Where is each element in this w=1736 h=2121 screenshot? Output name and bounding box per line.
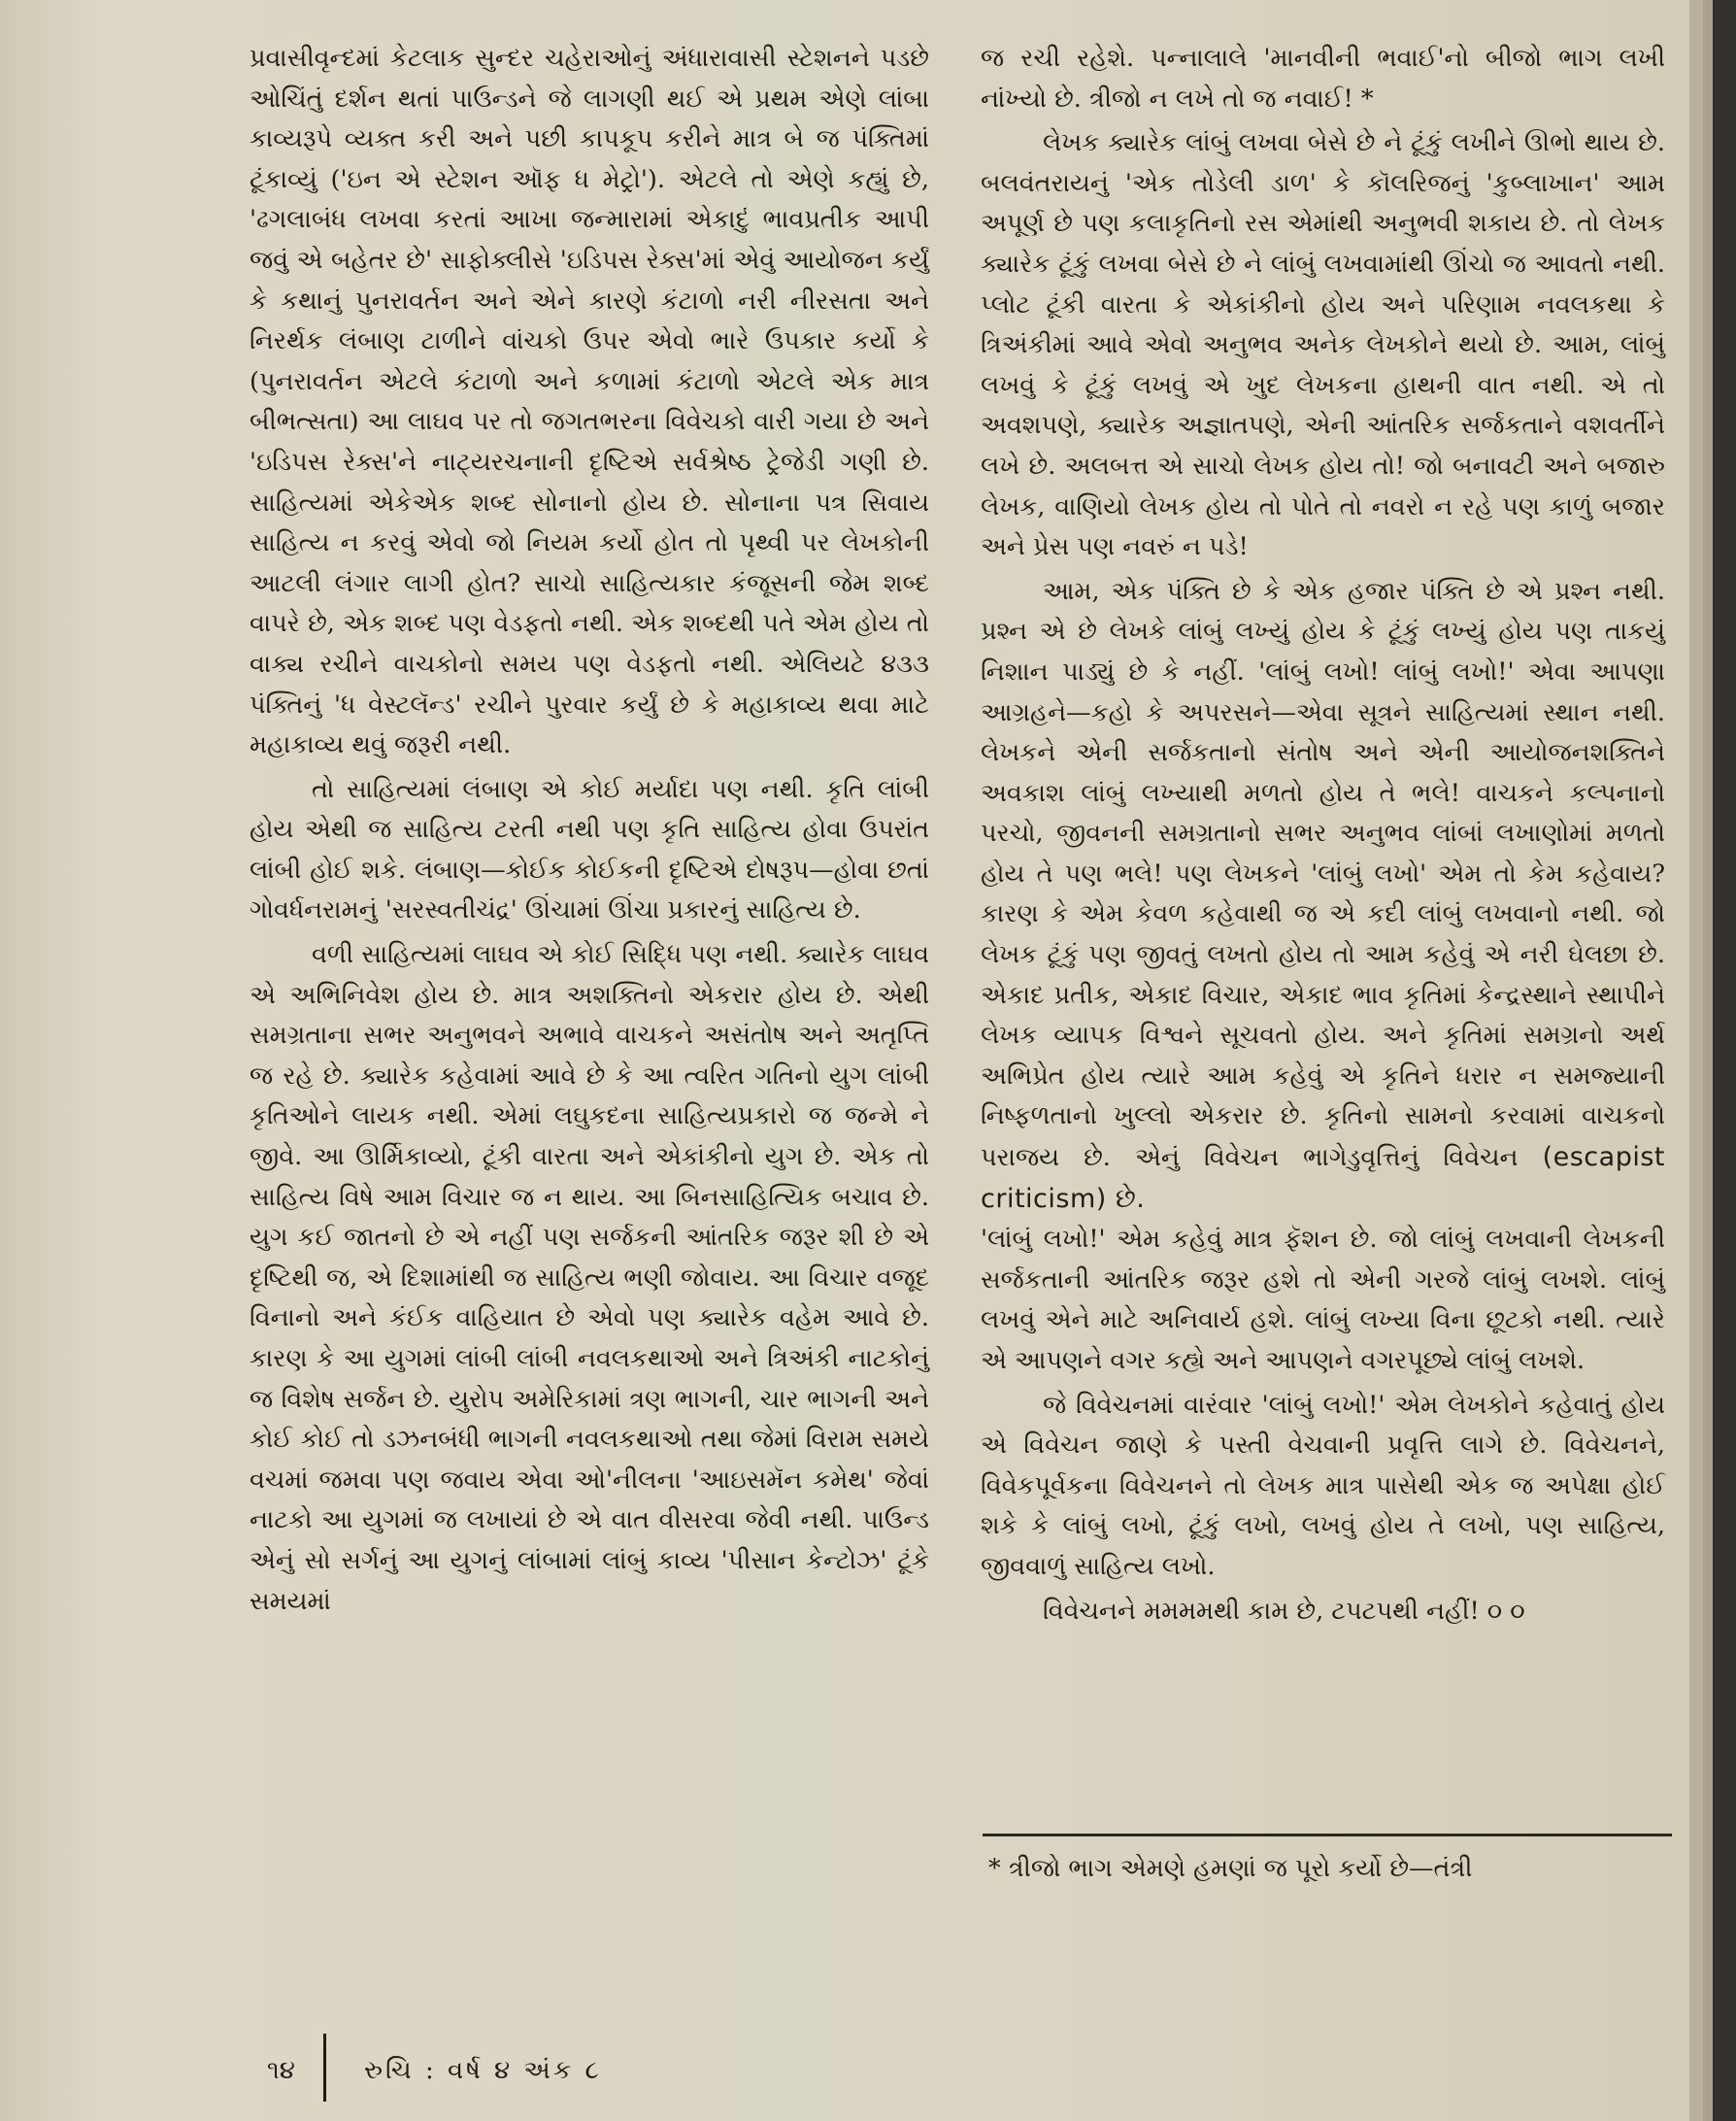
english-term: (escapist criticism) છે.	[981, 1142, 1665, 1214]
right-text-column	[981, 39, 1665, 1632]
page-number: ૧૪	[267, 2056, 295, 2085]
paragraph: જે વિવેચનમાં વારંવાર 'લાંબું લખો!' એમ લેખકોને કહેવાતું હોય એ વિવેચન જાણે કે પસ્તી વેચવાની પ્રવૃત્તિ લાગે છે. વિવેચનને, વિવેકપૂર્વકના વિવેચનને તો લેખક માત્ર પાસેથી એક જ અપેક્ષા હોઈ શકે કે લાંબું લખો, ટૂંકું લખો, લખવું હોય તે લખો, પણ સાહિત્ય, જીવવાળું સાહિત્ય લખો.	[981, 1390, 1665, 1581]
paragraph: લેખક ક્યારેક લાંબું લખવા બેસે છે ને ટૂંકું લખીને ઊભો થાય છે. બલવંતરાયનું 'એક તોડેલી ડાળ' કે કૉલરિજનું 'કુબ્લાખાન' આમ અપૂર્ણ છે પણ કલાકૃતિનો રસ એમાંથી અનુભવી શકાય છે. તો લેખક ક્યારેક ટૂંકું લખવા બેસે છે ને લાંબું લખવામાંથી ઊંચો જ આવતો નથી. પ્લોટ ટૂંકી વારતા કે એકાંકીનો હોય અને પરિણામ નવલકથા કે ત્રિઅંકીમાં આવે એવો અનુભવ અનેક લેખકોને થયો છે. આમ, લાંબું લખવું કે ટૂંકું લખવું એ ખુદ લેખકના હાથની વાત નથી. એ તો અવશપણે, ક્યારેક અજ્ઞાતપણે, એની આંતરિક સર્જકતાને વશવર્તીને લખે છે. અલબત્ત એ સાચો લેખક હોય તો! જો બનાવટી અને બજારુ લેખક, વાણિયો લેખક હોય તો પોતે તો નવરો ન રહે પણ કાળું બજાર અને પ્રેસ પણ નવરું ન પડે!	[981, 128, 1665, 562]
page-edge	[1689, 0, 1703, 2121]
paragraph: તો સાહિત્યમાં લંબાણ એ કોઈ મર્યાદા પણ નથી. કૃતિ લાંબી હોય એથી જ સાહિત્ય ટરતી નથી પણ કૃતિ સાહિત્ય હોવા ઉપરાંત લાંબી હોઈ શકે. લંબાણ—કોઈક કોઈકની દૃષ્ટિએ દોષરૂપ—હોવા છતાં ગોવર્ધનરામનું 'સરસ્વતીચંદ્ર' ઊંચામાં ઊંચા પ્રકારનું સાહિત્ય છે.	[250, 774, 929, 926]
footnote: * ત્રીજો ભાગ એમણે હમણાં જ પૂરો કર્યો છે—તંત્રી	[988, 1854, 1473, 1883]
footnote-divider	[983, 1834, 1672, 1836]
footer-separator	[323, 2034, 326, 2102]
paragraph	[981, 572, 1665, 1221]
journal-name: રુચિ : વર્ષ ૪ અંક ૮	[364, 2056, 602, 2085]
paragraph: પ્રવાસીવૃન્દમાં કેટલાક સુન્દર ચહેરાઓનું અંધારાવાસી સ્ટેશનને પડછે ઓચિંતું દર્શન થતાં પાઉન્ડને જે લાગણી થઈ એ પ્રથમ એણે લાંબા કાવ્યરૂપે વ્યક્ત કરી અને પછી કાપકૂપ કરીને માત્ર બે જ પંક્તિમાં ટૂંકાવ્યું ('ઇન એ સ્ટેશન ઑફ ધ મેટ્રો'). એટલે તો એણે કહ્યું છે, 'ઢગલાબંધ લખવા કરતાં આખા જન્મારામાં એકાદું ભાવપ્રતીક આપી જવું એ બહેતર છે' સાફોક્લીસે 'ઇડિપસ રેક્સ'માં એવું આયોજન કર્યું કે કથાનું પુનરાવર્તન અને એને કારણે કંટાળો નરી નીરસતા અને નિરર્થક લંબાણ ટાળીને વાંચકો ઉપર એવો ભારે ઉપકાર કર્યો કે (પુનરાવર્તન એટલે કંટાળો અને કળામાં કંટાળો એટલે એક માત્ર બીભત્સતા) આ લાઘવ પર તો જગતભરના વિવેચકો વારી ગયા છે અને 'ઇડિપસ રેક્સ'ને નાટ્યરચનાની દૃષ્ટિએ સર્વશ્રેષ્ઠ ટ્રેજેડી ગણી છે. સાહિત્યમાં એકેએક શબ્દ સોનાનો હોય છે. સોનાના પત્ર સિવાય સાહિત્ય ન કરવું એવો જો નિયમ કર્યો હોત તો પૃથ્વી પર લેખકોની આટલી લંગાર લાગી હોત? સાચો સાહિત્યકાર કંજૂસની જેમ શબ્દ વાપરે છે, એક શબ્દ પણ વેડફતો નથી. એક શબ્દથી પતે એમ હોય તો વાક્ય રચીને વાચકોનો સમય પણ વેડફતો નથી. એલિયટે ૪૩૩ પંક્તિનું 'ધ વેસ્ટલૅન્ડ' રચીને પુરવાર કર્યું છે કે મહાકાવ્ય થવા માટે મહાકાવ્ય થવું જરૂરી નથી.	[250, 44, 929, 760]
book-binding-shadow	[1713, 0, 1736, 2121]
page-edge	[1703, 0, 1713, 2121]
page-footer	[267, 2047, 850, 2094]
closing-line: વિવેચનને મમમમથી કામ છે, ટપટપથી નહીં! ૦ ૦	[1043, 1596, 1525, 1626]
paragraph: જ રચી રહેશે. પન્નાલાલે 'માનવીની ભવાઈ'નો બીજો ભાગ લખી નાંખ્યો છે. ત્રીજો ન લખે તો જ નવાઈ! *	[981, 44, 1665, 114]
paragraph: 'લાંબું લખો!' એમ કહેવું માત્ર ફૅશન છે. જો લાંબું લખવાની લેખકની સર્જકતાની આંતરિક જરૂર હશે તો એની ગરજે લાંબું લખશે. લાંબું લખવું એને માટે અનિવાર્ય હશે. લાંબું લખ્યા વિના છૂટકો નથી. ત્યારે એ આપણને વગર કહ્યે અને આપણને વગરપૂછ્યે લાંબું લખશે.	[981, 1225, 1665, 1375]
paragraph-text: આમ, એક પંક્તિ છે કે એક હજાર પંક્તિ છે એ પ્રશ્ન નથી. પ્રશ્ન એ છે લેખકે લાંબું લખ્યું હોય કે ટૂંકું લખ્યું હોય પણ તાકયું નિશાન પાડ્યું છે કે નહીં. 'લાંબું લખો! લાંબું લખો!' એવા આપણા આગ્રહને—કહો કે અપરસને—એવા સૂત્રને સાહિત્યમાં સ્થાન નથી. લેખકને એની સર્જકતાનો સંતોષ અને એની આયોજનશક્તિને અવકાશ લાંબું લખ્યાથી મળતો હોય તે ભલે! વાચકને કલ્પનાનો પરચો, જીવનની સમગ્રતાનો સભર અનુભવ લાંબાં લખાણોમાં મળતો હોય તે પણ ભલે! પણ લેખકને 'લાંબું લખો' એમ તો કેમ કહેવાય? કારણ કે એમ કેવળ કહેવાથી જ એ કદી લાંબું લખવાનો નથી. જો લેખક ટૂંકું પણ જીવતું લખતો હોય તો આમ કહેવું એ નરી ઘેલછા છે. એકાદ પ્રતીક, એકાદ વિચાર, એકાદ ભાવ કૃતિમાં કેન્દ્રસ્થાને સ્થાપીને લેખક વ્યાપક વિશ્વને સૂચવતો હોય. અને કૃતિમાં સમગ્રનો અર્થ અભિપ્રેત હોય ત્યારે આમ કહેવું એ કૃતિને ધરાર ન સમજ્યાની નિષ્ફળતાનો ખુલ્લો એકરાર છે. કૃતિનો સામનો કરવામાં વાચકનો પરાજય છે. એનું વિવેચન ભાગેડુવૃત્તિનું વિવેચન	[981, 576, 1665, 1173]
left-text-column	[250, 39, 929, 1622]
paragraph: વળી સાહિત્યમાં લાઘવ એ કોઈ સિદ્ધિ પણ નથી. ક્યારેક લાઘવ એ અભિનિવેશ હોય છે. માત્ર અશક્તિનો એકરાર હોય છે. એથી સમગ્રતાના સભર અનુભવને અભાવે વાચકને અસંતોષ અને અતૃપ્તિ જ રહે છે. ક્યારેક કહેવામાં આવે છે કે આ ત્વરિત ગતિનો યુગ લાંબી કૃતિઓને લાયક નથી. એમાં લઘુકદના સાહિત્યપ્રકારો જ જન્મે ને જીવે. આ ઊર્મિકાવ્યો, ટૂંકી વારતા અને એકાંકીનો યુગ છે. એક તો સાહિત્ય વિષે આમ વિચાર જ ન થાય. આ બિનસાહિત્યિક બચાવ છે. યુગ કઈ જાતનો છે એ નહીં પણ સર્જકની આંતરિક જરૂર શી છે એ દૃષ્ટિથી જ, એ દિશામાંથી જ સાહિત્ય ભણી જોવાય. આ વિચાર વજૂદ વિનાનો અને કંઈક વાહિયાત છે એવો પણ ક્યારેક વહેમ આવે છે. કારણ કે આ યુગમાં લાંબી લાંબી નવલકથાઓ અને ત્રિઅંકી નાટકોનું જ વિશેષ સર્જન છે. યુરોપ અમેરિકામાં ત્રણ ભાગની, ચાર ભાગની અને કોઈ કોઈ તો ડઝનબંધી ભાગની નવલકથાઓ તથા જેમાં વિરામ સમયે વચમાં જમવા પણ જવાય એવા ઓ'નીલના 'આઇસમૅન કમેથ' જેવાં નાટકો આ યુગમાં જ લખાયાં છે એ વાત વીસરવા જેવી નથી. પાઉન્ડ એનું સો સર્ગનું આ યુગનું લાંબામાં લાંબું કાવ્ય 'પીસાન કેન્ટોઝ' ટૂંકે સમયમાં	[250, 940, 929, 1616]
